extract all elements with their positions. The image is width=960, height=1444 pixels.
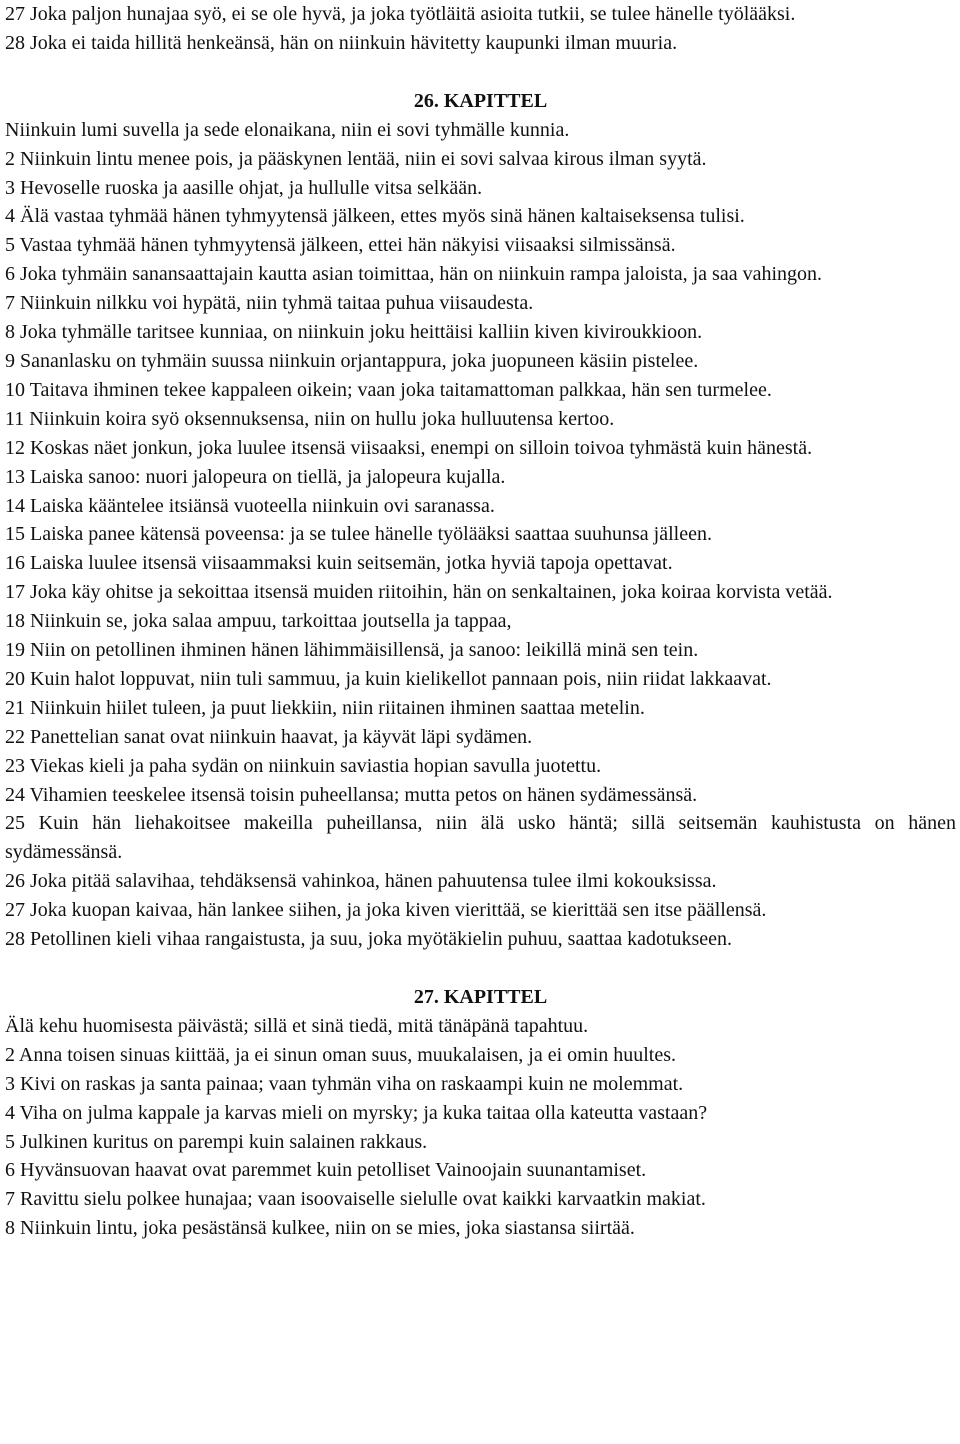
- verse: 7 Ravittu sielu polkee hunajaa; vaan isoovaiselle sielulle ovat kaikki karvaatkin makiat.: [5, 1188, 706, 1211]
- verse: 15 Laiska panee kätensä poveensa: ja se tulee hänelle työlääksi saattaa suuhunsa jälleen.: [5, 523, 712, 546]
- verse: 2 Anna toisen sinuas kiittää, ja ei sinun oman suus, muukalaisen, ja ei omin huultes.: [5, 1043, 677, 1066]
- verse: 16 Laiska luulee itsensä viisaammaksi kuin seitsemän, jotka hyviä tapoja opettavat.: [5, 552, 673, 575]
- section-gap: [5, 954, 956, 983]
- verse: 24 Vihamien teeskelee itsensä toisin puheellansa; mutta petos on hänen sydämessänsä.: [5, 783, 698, 806]
- verse: 17 Joka käy ohitse ja sekoittaa itsensä muiden riitoihin, hän on senkaltainen, joka koiraa korvista vetää.: [5, 581, 833, 604]
- verse: 20 Kuin halot loppuvat, niin tuli sammuu, ja kuin kielikellot pannaan pois, niin riidat lakkaavat.: [5, 667, 772, 690]
- verse: 8 Joka tyhmälle taritsee kunniaa, on niinkuin joku heittäisi kalliin kiven kiviroukkioon.: [5, 321, 703, 344]
- verse: 25 Kuin hän liehakoitsee makeilla puheillansa, niin älä usko häntä; sillä seitsemän kauhistusta on hänen sydämessänsä.: [5, 812, 956, 864]
- verse: 27 Joka paljon hunajaa syö, ei se ole hyvä, ja joka työtläitä asioita tutkii, se tulee hänelle työlääksi.: [5, 3, 796, 25]
- verse: 12 Koskas näet jonkun, joka luulee itsensä viisaaksi, enempi on silloin toivoa tyhmästä kuin hänestä.: [5, 436, 813, 459]
- verse: 9 Sananlasku on tyhmäin suussa niinkuin orjantappura, joka juopuneen käsiin pistelee.: [5, 349, 699, 372]
- verse: 10 Taitava ihminen tekee kappaleen oikein; vaan joka taitamattoman palkkaa, hän sen turmelee.: [5, 378, 772, 401]
- document-page: [5, 0, 956, 1243]
- verse: 19 Niin on petollinen ihminen hänen lähimmäisillensä, ja sanoo: leikillä minä sen tein.: [5, 639, 699, 662]
- chapter-title: 26. KAPITTEL: [413, 89, 548, 112]
- verse: 22 Panettelian sanat ovat niinkuin haavat, ja käyvät läpi sydämen.: [5, 725, 533, 748]
- chapter-27: [5, 983, 956, 1243]
- verse: 28 Petollinen kieli vihaa rangaistusta, ja suu, joka myötäkielin puhuu, saattaa kadotukseen.: [5, 928, 733, 951]
- verse: 21 Niinkuin hiilet tuleen, ja puut liekkiin, niin riitainen ihminen saattaa metelin.: [5, 696, 645, 719]
- verse: 11 Niinkuin koira syö oksennuksensa, niin on hullu joka hulluutensa kertoo.: [5, 407, 615, 430]
- verse: 3 Hevoselle ruoska ja aasille ohjat, ja hullulle vitsa selkään.: [5, 176, 483, 199]
- verse: 4 Viha on julma kappale ja karvas mieli on myrsky; ja kuka taitaa olla kateutta vastaan?: [5, 1101, 708, 1124]
- verse: 26 Joka pitää salavihaa, tehdäksensä vahinkoa, hänen pahuutensa tulee ilmi kokouksissa.: [5, 870, 717, 893]
- verse: 27 Joka kuopan kaivaa, hän lankee siihen, ja joka kiven vierittää, se kierittää sen itse päällensä.: [5, 899, 767, 922]
- verse: 6 Joka tyhmäin sanansaattajain kautta asian toimittaa, hän on niinkuin rampa jaloista, ja saa vahingon.: [5, 263, 823, 286]
- verse: 18 Niinkuin se, joka salaa ampuu, tarkoittaa joutsella ja tappaa,: [5, 610, 512, 633]
- verse: 6 Hyvänsuovan haavat ovat paremmet kuin petolliset Vainoojain suunantamiset.: [5, 1159, 647, 1182]
- chapter-title: 27. KAPITTEL: [413, 986, 548, 1008]
- verse: 3 Kivi on raskas ja santa painaa; vaan tyhmän viha on raskaampi kuin ne molemmat.: [5, 1072, 684, 1095]
- chapter-25-tail: [5, 0, 956, 58]
- verse: 2 Niinkuin lintu menee pois, ja pääskynen lentää, niin ei sovi salvaa kirous ilman syytä.: [5, 147, 707, 170]
- section-gap: [5, 58, 956, 87]
- verse: Älä kehu huomisesta päivästä; sillä et sinä tiedä, mitä tänäpänä tapahtuu.: [5, 1014, 589, 1037]
- verse: 4 Älä vastaa tyhmää hänen tyhmyytensä jälkeen, ettes myös sinä hänen kaltaiseksensa tulisi.: [5, 205, 745, 228]
- verse: 28 Joka ei taida hillitä henkeänsä, hän on niinkuin hävitetty kaupunki ilman muuria.: [5, 31, 678, 54]
- verse: 14 Laiska kääntelee itsiänsä vuoteella niinkuin ovi saranassa.: [5, 494, 495, 517]
- verse: 8 Niinkuin lintu, joka pesästänsä kulkee, niin on se mies, joka siastansa siirtää.: [5, 1217, 635, 1240]
- verse: 5 Julkinen kuritus on parempi kuin salainen rakkaus.: [5, 1130, 428, 1153]
- verse: 23 Viekas kieli ja paha sydän on niinkuin saviastia hopian savulla juotettu.: [5, 754, 602, 777]
- verse: 7 Niinkuin nilkku voi hypätä, niin tyhmä taitaa puhua viisaudesta.: [5, 292, 534, 315]
- verse: 13 Laiska sanoo: nuori jalopeura on tiellä, ja jalopeura kujalla.: [5, 465, 506, 488]
- chapter-26: [5, 87, 956, 954]
- verse: Niinkuin lumi suvella ja sede elonaikana, niin ei sovi tyhmälle kunnia.: [5, 118, 570, 141]
- verse: 5 Vastaa tyhmää hänen tyhmyytensä jälkeen, ettei hän näkyisi viisaaksi silmissänsä.: [5, 234, 676, 257]
